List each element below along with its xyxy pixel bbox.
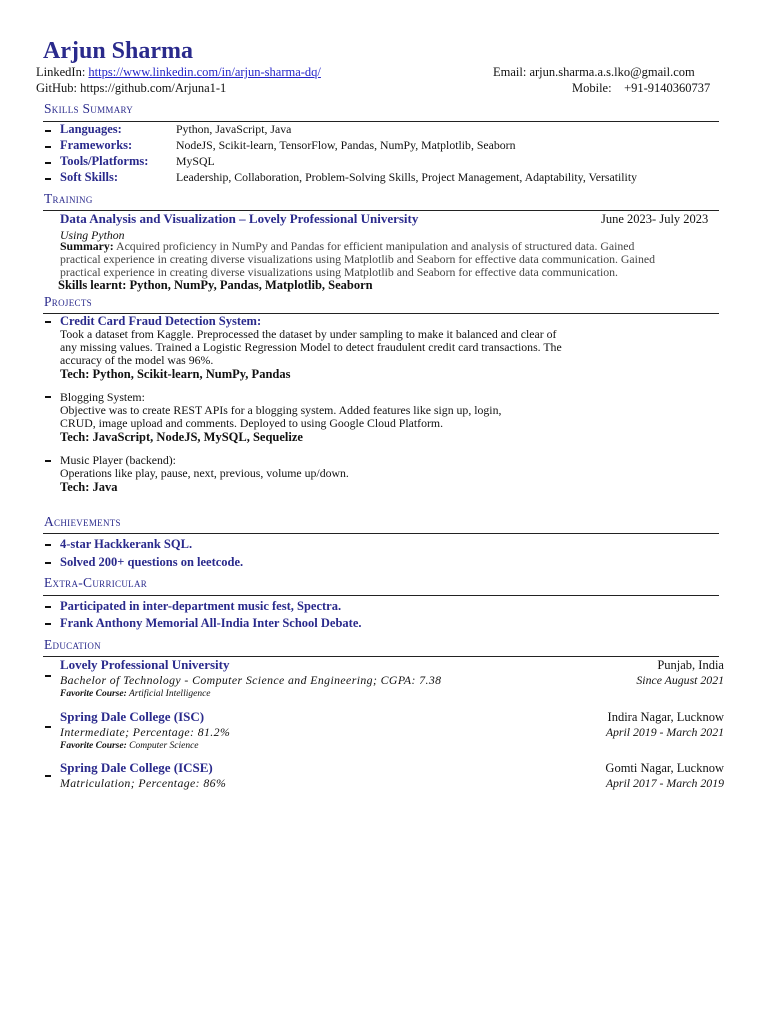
project-tech-music: Tech: Java xyxy=(60,480,118,494)
bullet xyxy=(45,623,51,625)
extra-item: Frank Anthony Memorial All-India Inter School Debate. xyxy=(60,616,362,630)
edu-location: Indira Nagar, Lucknow xyxy=(607,710,724,724)
achievement-item: 4-star Hackkerank SQL. xyxy=(60,537,193,551)
education-heading: Education xyxy=(44,637,101,652)
achievements-heading: Achievements xyxy=(44,514,121,529)
bullet xyxy=(45,460,51,462)
skills-label-soft: Soft Skills: xyxy=(60,170,119,184)
project-desc-music xyxy=(60,467,349,480)
skills-value-soft: Leadership, Collaboration, Problem-Solving Skills, Project Management, Adaptability, Versatility xyxy=(176,170,637,184)
edu-dates: April 2019 - March 2021 xyxy=(605,725,724,739)
project-desc-blog xyxy=(60,404,501,430)
extra-heading: Extra-Curricular xyxy=(44,575,148,590)
training-heading: Training xyxy=(44,191,93,206)
training-subtitle: Using Python xyxy=(60,228,125,242)
desc-line: Took a dataset from Kaggle. Preprocessed the dataset by under sampling to make it balanced and clear of xyxy=(60,327,557,341)
summary-line: practical experience in creating diverse visualizations using Matplotlib and Seaborn for effective data communication. xyxy=(60,265,618,279)
skills-rule xyxy=(43,121,719,122)
project-tech-fraud: Tech: Python, Scikit-learn, NumPy, Pandas xyxy=(60,367,291,381)
training-title: Data Analysis and Visualization – Lovely Professional University xyxy=(60,211,419,226)
bullet xyxy=(45,130,51,132)
linkedin-link[interactable]: https://www.linkedin.com/in/arjun-sharma-dq/ xyxy=(88,65,321,79)
edu-course xyxy=(60,689,211,699)
mobile-label: Mobile: xyxy=(572,81,612,95)
edu-course xyxy=(60,741,199,751)
email-value[interactable]: arjun.sharma.a.s.lko@gmail.com xyxy=(529,65,695,79)
linkedin-line xyxy=(36,65,321,80)
skills-value-tools: MySQL xyxy=(176,154,215,168)
github-line xyxy=(36,81,226,96)
course-label: Favorite Course: xyxy=(60,689,127,699)
github-link[interactable]: https://github.com/Arjuna1-1 xyxy=(80,81,227,95)
email-label: Email: xyxy=(493,65,527,79)
project-tech-blog: Tech: JavaScript, NodeJS, MySQL, Sequelize xyxy=(60,430,303,444)
desc-line: Objective was to create REST APIs for a blogging system. Added features like sign up, login, xyxy=(60,403,502,417)
achievement-item: Solved 200+ questions on leetcode. xyxy=(60,555,244,569)
bullet xyxy=(45,562,51,564)
linkedin-label: LinkedIn: xyxy=(36,65,86,79)
desc-line: Operations like play, pause, next, previous, volume up/down. xyxy=(60,466,349,480)
bullet xyxy=(45,775,51,777)
training-summary xyxy=(60,240,655,279)
skills-heading: Skills Summary xyxy=(44,101,134,116)
project-title-fraud: Credit Card Fraud Detection System: xyxy=(60,314,262,328)
skills-label-frameworks: Frameworks: xyxy=(60,138,133,152)
edu-location: Punjab, India xyxy=(657,658,724,672)
bullet xyxy=(45,606,51,608)
achievements-rule xyxy=(43,533,719,534)
candidate-name: Arjun Sharma xyxy=(43,38,194,64)
edu-degree: Matriculation; Percentage: 86% xyxy=(60,776,227,790)
desc-line: any missing values. Trained a Logistic Regression Model to detect fraudulent credit card transactions. The xyxy=(60,340,562,354)
mobile-line xyxy=(572,81,710,96)
skills-value-languages: Python, JavaScript, Java xyxy=(176,122,292,136)
extra-item: Participated in inter-department music fest, Spectra. xyxy=(60,599,342,613)
extra-rule xyxy=(43,595,719,596)
course-value: Artificial Intelligence xyxy=(128,689,211,699)
project-title-blog: Blogging System: xyxy=(60,390,145,404)
edu-school: Spring Dale College (ICSE) xyxy=(60,760,213,775)
bullet xyxy=(45,544,51,546)
edu-degree: Bachelor of Technology - Computer Science and Engineering; CGPA: 7.38 xyxy=(60,673,442,687)
edu-degree: Intermediate; Percentage: 81.2% xyxy=(60,725,231,739)
bullet xyxy=(45,675,51,677)
summary-line: practical experience in creating diverse visualizations using Matplotlib and Seaborn for effective data communication. Gained xyxy=(60,252,655,266)
skills-value-frameworks: NodeJS, Scikit-learn, TensorFlow, Pandas, NumPy, Matplotlib, Seaborn xyxy=(176,138,516,152)
edu-school: Lovely Professional University xyxy=(60,657,230,672)
bullet xyxy=(45,178,51,180)
github-label: GitHub: xyxy=(36,81,77,95)
mobile-value: +91-9140360737 xyxy=(624,81,711,95)
edu-dates: Since August 2021 xyxy=(636,673,724,687)
bullet xyxy=(45,162,51,164)
bullet xyxy=(45,726,51,728)
training-skills-learnt: Skills learnt: Python, NumPy, Pandas, Matplotlib, Seaborn xyxy=(58,278,373,292)
skills-label-tools: Tools/Platforms: xyxy=(60,154,149,168)
email-line xyxy=(493,65,695,80)
summary-line: Acquired proficiency in NumPy and Pandas for efficient manipulation and analysis of structured data. Gained xyxy=(113,239,635,253)
bullet xyxy=(45,146,51,148)
bullet xyxy=(45,321,51,323)
edu-school: Spring Dale College (ISC) xyxy=(60,709,205,724)
project-desc-fraud xyxy=(60,328,562,367)
desc-line: accuracy of the model was 96%. xyxy=(60,353,214,367)
edu-dates: April 2017 - March 2019 xyxy=(605,776,724,790)
desc-line: CRUD, image upload and comments. Deployed to using Google Cloud Platform. xyxy=(60,416,444,430)
projects-heading: Projects xyxy=(44,294,92,309)
course-label: Favorite Course: xyxy=(60,741,127,751)
summary-label: Summary: xyxy=(60,239,114,253)
edu-location: Gomti Nagar, Lucknow xyxy=(605,761,724,775)
skills-label-languages: Languages: xyxy=(60,122,122,136)
bullet xyxy=(45,396,51,398)
training-dates: June 2023- July 2023 xyxy=(601,212,709,226)
project-title-music: Music Player (backend): xyxy=(60,453,176,467)
course-value: Computer Science xyxy=(129,741,199,751)
